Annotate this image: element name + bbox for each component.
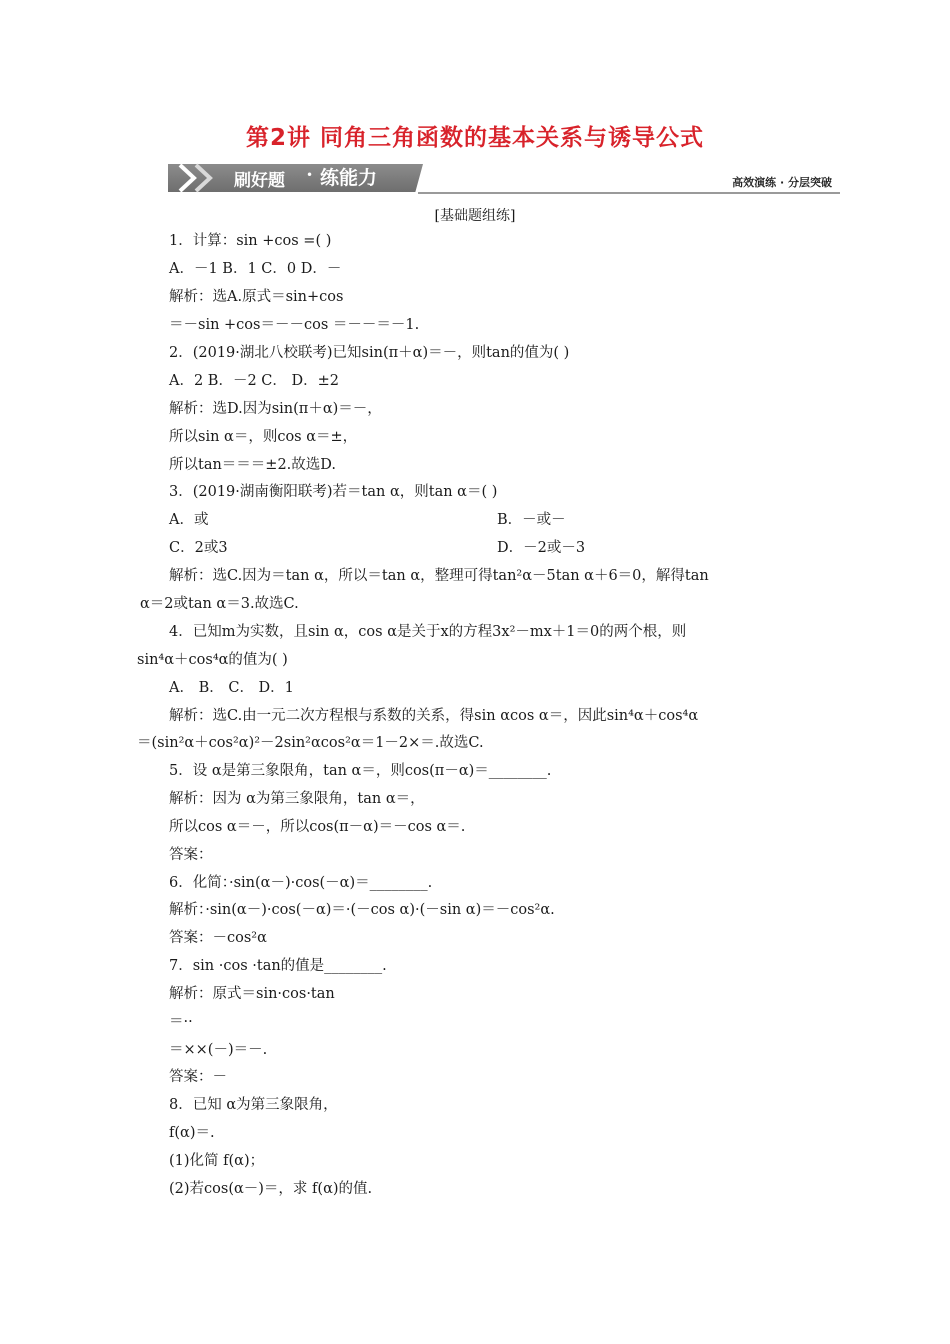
text-line: 解析：选D.因为sin(π＋α)＝－， <box>169 401 382 417</box>
text-line: 7．sin ·cos ·tan的值是________. <box>169 958 387 974</box>
text-line: C．2或3 <box>169 540 228 556</box>
text-line: (1)化简 f(α)； <box>169 1153 265 1169</box>
text-line: 4．已知m为实数，且sin α，cos α是关于x的方程3x²－mx＋1＝0的两个根，则 <box>169 624 687 640</box>
text-line: f(α)＝. <box>169 1125 215 1141</box>
text-line: α＝2或tan α＝3.故选C. <box>140 596 299 612</box>
text-line: sin⁴α＋cos⁴α的值为( ) <box>137 652 288 668</box>
text-line: 解析：选C.由一元二次方程根与系数的关系，得sin αcos α＝，因此sin⁴α＋cos⁴α <box>169 708 699 724</box>
text-line: (2)若cos(α－)＝，求 f(α)的值. <box>169 1181 373 1197</box>
page-title: 第2讲 同角三角函数的基本关系与诱导公式 <box>245 125 704 151</box>
chevron-right-icon <box>176 162 226 194</box>
text-line: ＝·· <box>169 1014 193 1030</box>
text-line: A．或 <box>169 512 209 528</box>
text-line: 解析：·sin(α－)·cos(－α)＝·(－cos α)·(－sin α)＝－cos²α. <box>169 902 555 918</box>
text-line: 5．设 α是第三象限角，tan α＝，则cos(π－α)＝________. <box>169 763 552 779</box>
text-line: D．－2或－3 <box>497 540 586 556</box>
text-line: ＝－sin +cos＝－－cos ＝－－＝－1. <box>169 317 420 333</box>
text-line: 所以tan＝＝＝±2.故选D. <box>169 457 337 473</box>
text-line: 8．已知 α为第三象限角， <box>169 1097 338 1113</box>
banner-label-practice: 练能力 <box>320 167 378 189</box>
banner-label: 刷好题 <box>234 171 285 191</box>
text-line: 答案： <box>169 847 213 863</box>
text-line: 答案：－cos²α <box>169 930 267 946</box>
text-line: 解析：选C.因为＝tan α，所以＝tan α，整理可得tan²α－5tan α＋6＝0，解得tan <box>169 568 709 584</box>
text-line: ＝(sin²α＋cos²α)²－2sin²αcos²α＝1－2×＝.故选C. <box>137 735 484 751</box>
text-line: 所以sin α＝，则cos α＝±， <box>169 429 358 445</box>
text-line: 2．(2019·湖北八校联考)已知sin(π＋α)＝－，则tan的值为( ) <box>169 345 570 361</box>
text-line: 解析：原式＝sin·cos·tan <box>169 986 335 1002</box>
text-line: ＝××(－)＝－. <box>169 1042 268 1058</box>
section-banner <box>168 160 840 194</box>
section-label: [基础题组练] <box>434 208 516 224</box>
text-line: A． B． C． D．1 <box>169 680 294 696</box>
text-line: A．2 B．－2 C． D．±2 <box>169 373 339 389</box>
banner-subtitle: 高效演练 · 分层突破 <box>732 176 832 189</box>
text-line: 答案：－ <box>169 1069 227 1085</box>
text-line: 3．(2019·湖南衡阳联考)若＝tan α，则tan α＝( ) <box>169 484 498 500</box>
banner-dot: • <box>306 168 314 182</box>
text-line: 6．化简：·sin(α－)·cos(－α)＝________. <box>169 875 433 891</box>
text-line: 所以cos α＝－，所以cos(π－α)＝－cos α＝. <box>169 819 466 835</box>
text-line: B．－或－ <box>497 512 566 528</box>
text-line: 1．计算：sin +cos =( ) <box>169 233 332 249</box>
text-line: 解析：选A.原式＝sin+cos <box>169 289 344 305</box>
text-line: 解析：因为 α为第三象限角，tan α＝， <box>169 791 425 807</box>
text-line: A．－1 B．1 C．0 D．－ <box>169 261 342 277</box>
banner-rule <box>418 192 840 194</box>
